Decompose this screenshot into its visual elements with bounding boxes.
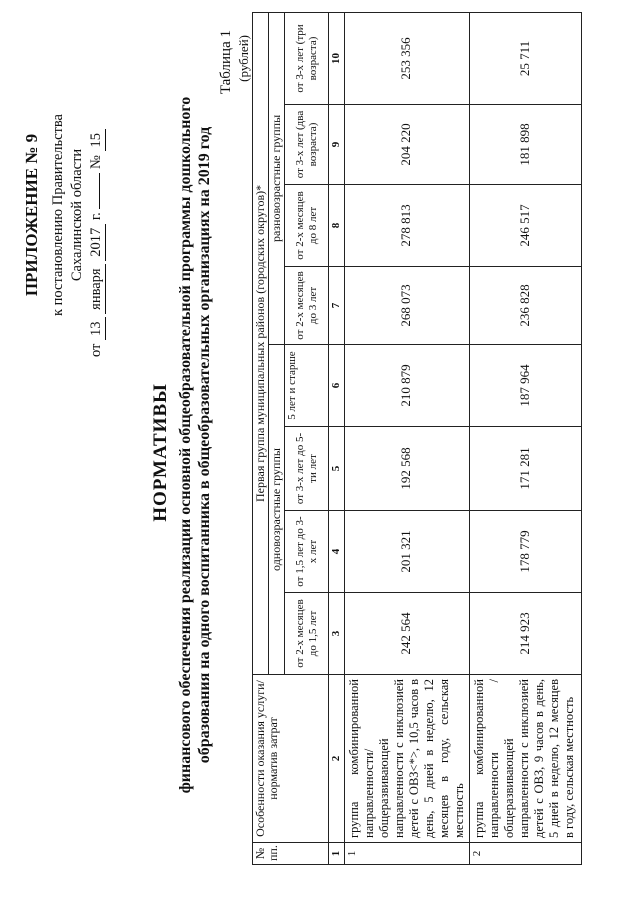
age-header-1: от 2-х месяцев до 1,5 лет	[285, 593, 329, 675]
index-cell: 2	[329, 675, 345, 843]
age-header-4: 5 лет и старше	[285, 345, 329, 427]
value-cell: 25 711	[469, 12, 581, 104]
index-cell: 3	[329, 593, 345, 675]
value-cell: 214 923	[469, 593, 581, 675]
table-row	[344, 12, 469, 864]
age-header-6: от 2-х месяцев до 8 лет	[285, 185, 329, 267]
index-cell: 8	[329, 185, 345, 267]
age-header-3: от 3-х лет до 5-ти лет	[285, 427, 329, 511]
age-header-2: от 1,5 лет до 3-х лет	[285, 511, 329, 593]
index-cell: 4	[329, 511, 345, 593]
value-cell: 278 813	[344, 185, 469, 267]
date-year-suffix: г.	[88, 212, 104, 221]
document-heading: НОРМАТИВЫ	[150, 383, 171, 522]
document-subtitle-line-1: финансового обеспечения реализации основной общеобразовательной программы дошкольного	[177, 96, 194, 794]
value-cell: 192 568	[344, 427, 469, 511]
index-cell: 5	[329, 427, 345, 511]
index-row	[329, 12, 345, 864]
table-row	[469, 12, 581, 864]
number-sign: №	[88, 155, 104, 169]
index-cell: 6	[329, 345, 345, 427]
header-group-title: Первая группа муниципальных районов (городских округов)*	[253, 12, 269, 674]
index-cell: 1	[329, 843, 345, 865]
appendix-line-2: Сахалинской области	[69, 148, 85, 282]
row-description: группа комбинированной направленности/ общеразвивающей направленности с инклюзией детей с ОВЗ<*>, 10,5 часов в день, 5 дней в неделю, 12 месяцев в году, сельская местность	[344, 675, 469, 843]
value-cell: 187 964	[469, 345, 581, 427]
value-cell: 210 879	[344, 345, 469, 427]
value-cell: 181 898	[469, 105, 581, 185]
index-cell: 7	[329, 267, 345, 345]
value-cell: 268 073	[344, 267, 469, 345]
header-number: № пп.	[253, 843, 329, 865]
header-description: Особенности оказания услуги/норматив затрат	[253, 675, 329, 843]
decree-number: 15	[88, 129, 106, 152]
normatives-table	[252, 12, 582, 865]
appendix-date-line	[88, 57, 106, 357]
appendix-line-1: к постановлению Правительства	[50, 114, 66, 316]
appendix-title: ПРИЛОЖЕНИЕ № 9	[22, 133, 41, 297]
units-label: (рублей)	[236, 35, 251, 82]
document-subtitle-line-2: образования на одного воспитанника в общеобразовательных организациях на 2019 год	[196, 126, 213, 764]
table-label: Таблица 1	[218, 30, 234, 95]
age-header-5: от 2-х месяцев до 3 лет	[285, 267, 329, 345]
date-month: января	[88, 264, 106, 313]
value-cell: 201 321	[344, 511, 469, 593]
value-cell: 253 356	[344, 12, 469, 104]
date-prefix: от	[88, 343, 104, 357]
index-cell: 9	[329, 105, 345, 185]
value-cell: 171 281	[469, 427, 581, 511]
value-cell: 242 564	[344, 593, 469, 675]
value-cell: 178 779	[469, 511, 581, 593]
date-year: 2017	[88, 224, 106, 261]
index-cell: 10	[329, 12, 345, 104]
row-number: 1	[344, 843, 469, 865]
header-single-age: одновозрастные группы	[269, 345, 285, 675]
value-cell: 204 220	[344, 105, 469, 185]
value-cell: 236 828	[469, 267, 581, 345]
row-description: группа комбинированной направленности / общеразвивающей направленности с инклюзией детей с ОВЗ, 9 часов в день, 5 дней в неделю, 12 месяцев в году, сельская местность	[469, 675, 581, 843]
age-header-8: от 3-х лет (три возраста)	[285, 12, 329, 104]
date-day: 13	[88, 317, 106, 340]
row-number: 2	[469, 843, 581, 865]
header-mixed-age: разновозрастные группы	[269, 12, 285, 344]
value-cell: 246 517	[469, 185, 581, 267]
age-header-7: от 3-х лет (два возраста)	[285, 105, 329, 185]
